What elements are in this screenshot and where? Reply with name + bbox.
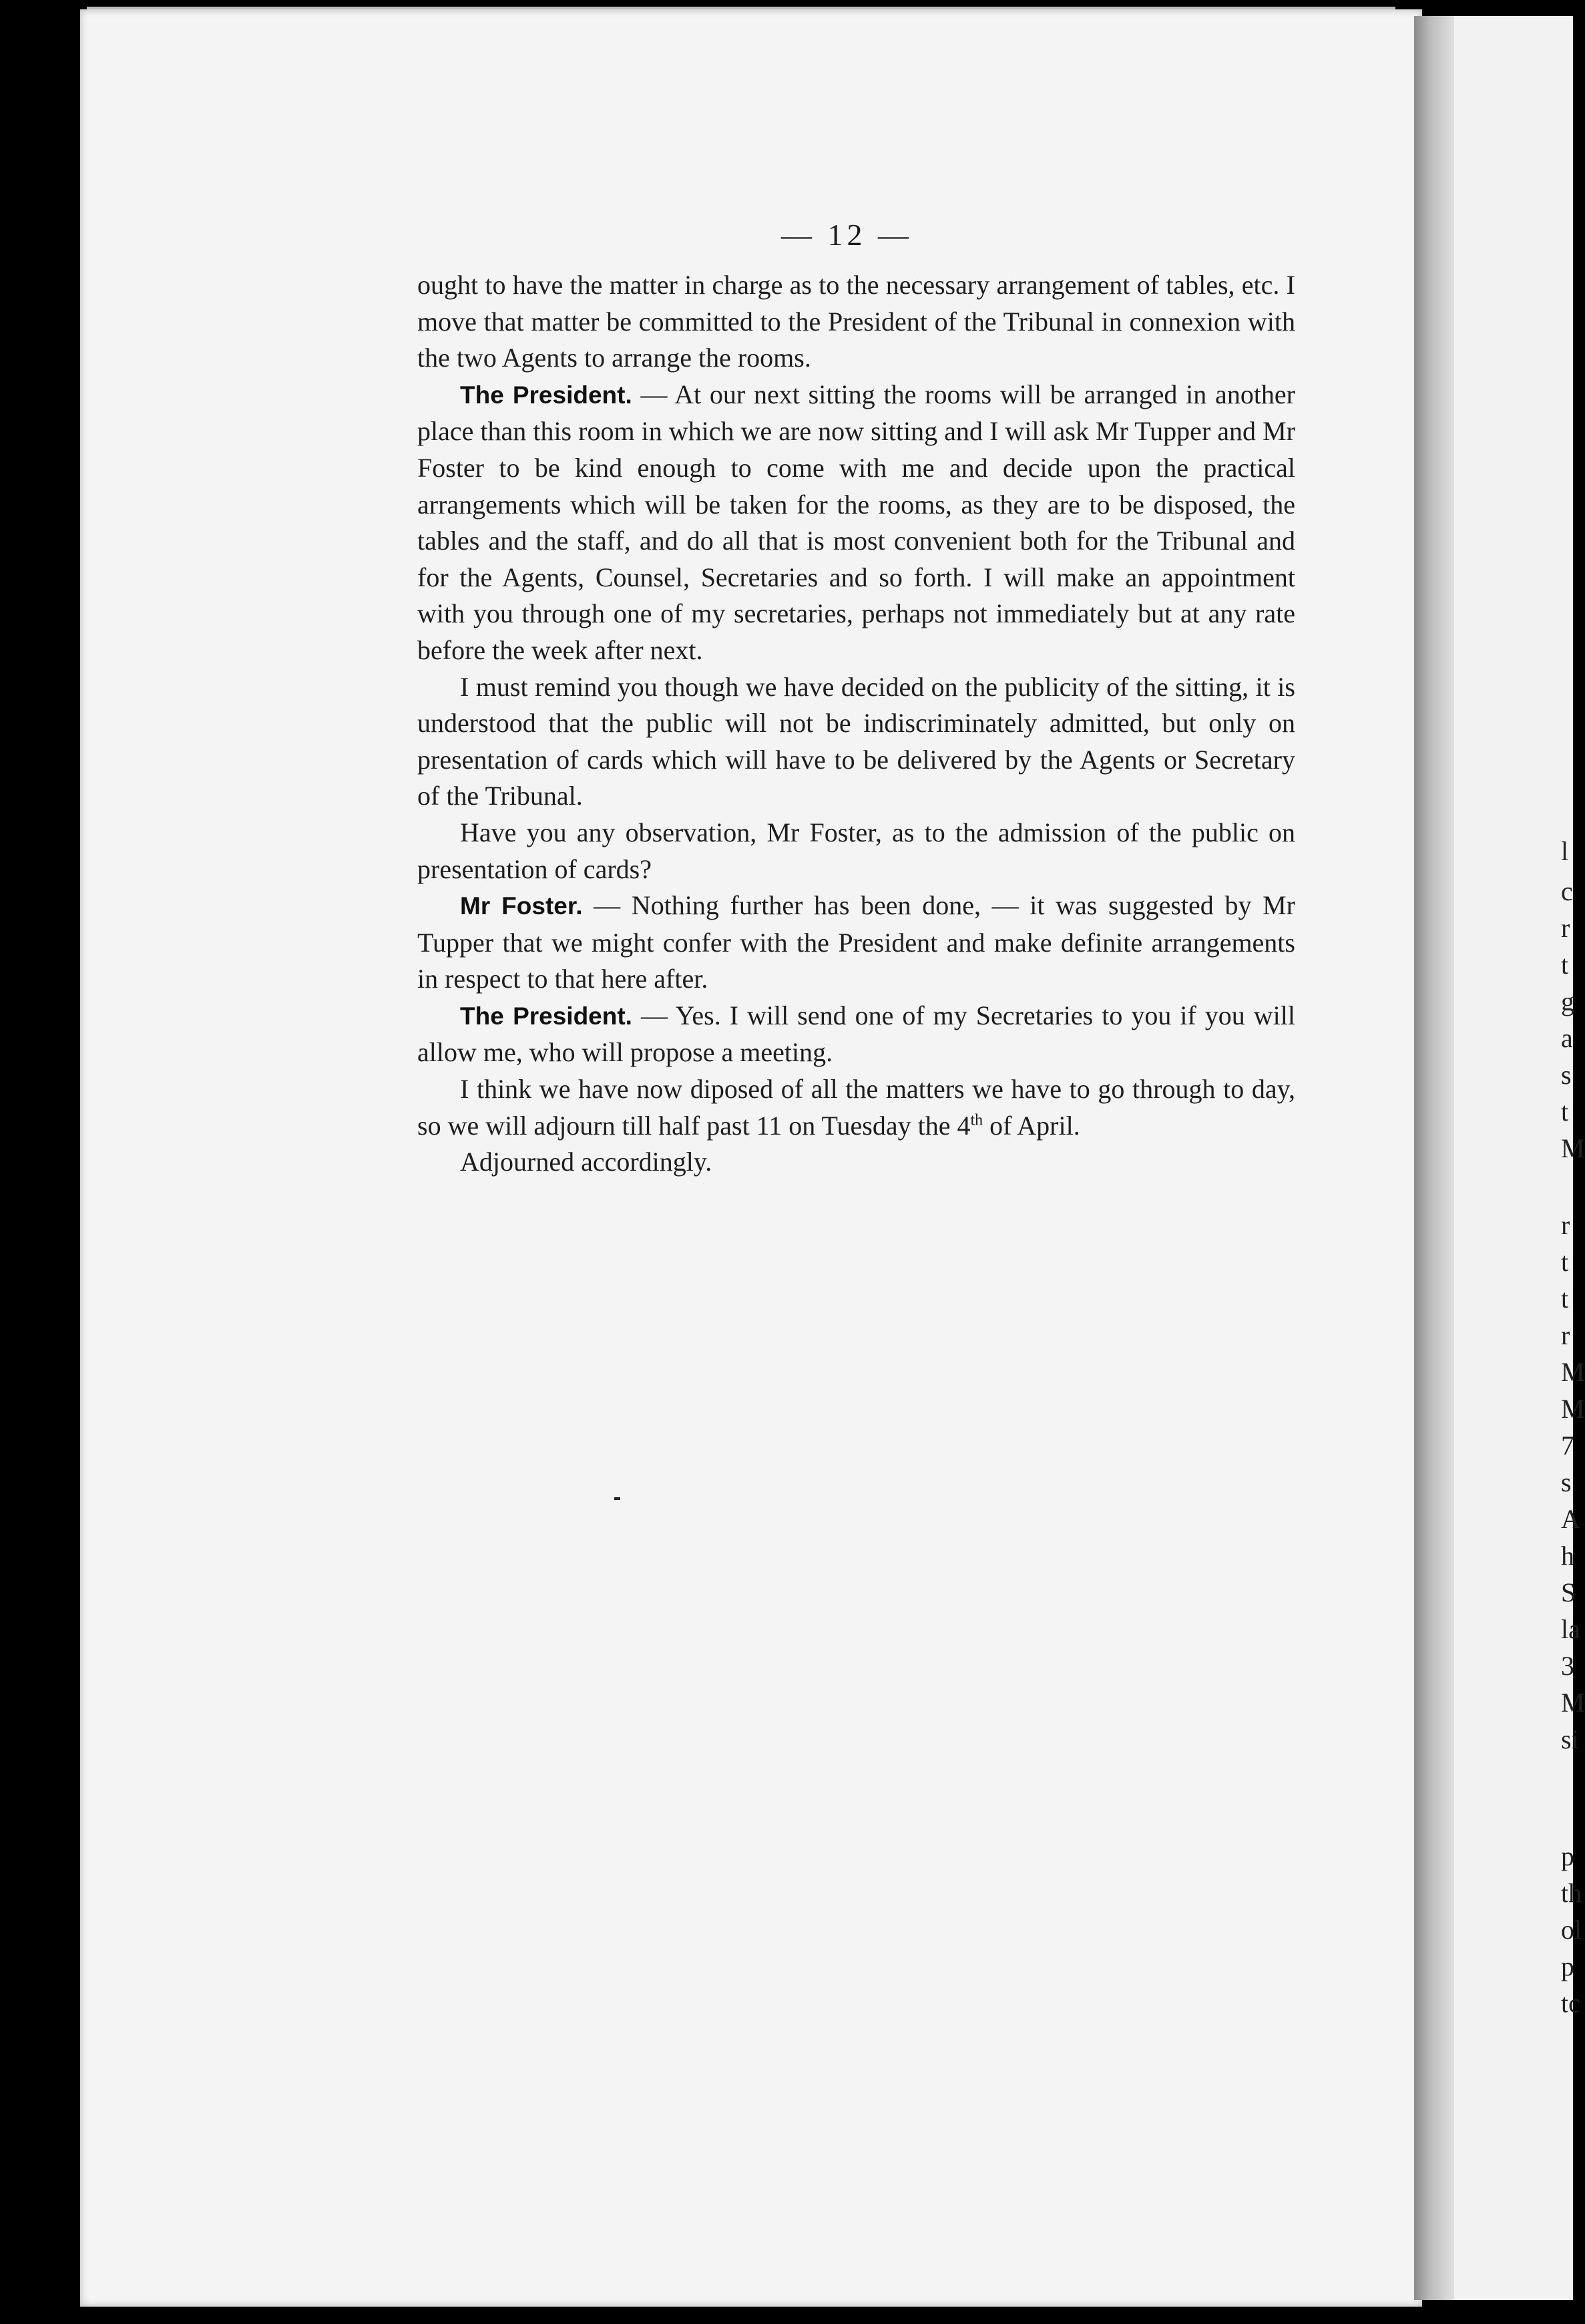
- page-number: — 12 —: [781, 218, 913, 252]
- ink-speck: [614, 1497, 620, 1500]
- adjacent-page-glyph: th: [1561, 1878, 1582, 1908]
- paragraph: [417, 377, 1295, 669]
- ordinal-suffix: th: [970, 1111, 983, 1129]
- adjacent-page-glyph: M: [1561, 1688, 1585, 1718]
- paragraph-text: ought to have the matter in charge as to the necessary arrangement of tables, etc. I move that matter be committed to the President of the Tribunal in connexion with the two Agents to arrange the rooms.: [417, 270, 1295, 373]
- adjacent-page-glyph: M: [1561, 1357, 1585, 1387]
- adjacent-page-glyph: r: [1561, 1210, 1570, 1240]
- adjacent-page-glyph: l: [1561, 836, 1569, 866]
- adjacent-page-glyph: M: [1561, 1394, 1585, 1424]
- paragraph: [417, 1144, 1295, 1181]
- adjacent-page-glyph: 7: [1561, 1430, 1574, 1461]
- adjacent-page-glyph: r: [1561, 1320, 1570, 1350]
- adjacent-page-glyph: t: [1561, 1247, 1569, 1277]
- adjacent-page-glyph: a: [1561, 1023, 1573, 1053]
- adjacent-page-glyph: r: [1561, 913, 1570, 943]
- paragraph-text: I think we have now diposed of all the matters we have to go through to day, so we will adjourn till half past 11 on Tuesday the 4: [417, 1074, 1295, 1141]
- adjacent-page-glyph: la: [1561, 1614, 1580, 1644]
- binding-fold-shadow: [1414, 16, 1454, 2300]
- paragraph-text: — Yes. I will send one of my Secretaries to you if you will allow me, who will propose a meeting.: [417, 1000, 1296, 1068]
- adjacent-page-glyph: A: [1561, 1504, 1580, 1534]
- paragraph-text: — At our next sitting the rooms will be arranged in another place than this room in which we are now sitting and I will ask Mr Tupper and Mr Foster to be kind enough to come with me and decide upon the practical arrangements which will be taken for the rooms, as they are to be disposed, the tables and the staff, and do all that is most convenient both for the Tribunal and for the Agents, Counsel, Secretaries and so forth. I will make an appointment with you through one of my secretaries, perhaps not immediately but at any rate before the week after next.: [417, 379, 1296, 665]
- adjacent-page-glyph: M: [1561, 1133, 1585, 1163]
- adjacent-page-glyph: p: [1561, 1841, 1574, 1871]
- adjacent-page-glyph: s: [1561, 1060, 1572, 1090]
- paragraph-text: Adjourned accordingly.: [460, 1147, 712, 1177]
- adjacent-page-glyph: h: [1561, 1541, 1574, 1571]
- adjacent-page-glyph: t: [1561, 950, 1569, 980]
- paragraph: [417, 998, 1295, 1071]
- adjacent-page-glyph: g: [1561, 986, 1574, 1016]
- adjacent-page-glyph: p: [1561, 1951, 1574, 1981]
- page-body: [417, 267, 1295, 1181]
- paragraph-text: — Nothing further has been done, — it was suggested by Mr Tupper that we might confer with the President and make definite arrangements in respect to that here after.: [417, 890, 1295, 994]
- paragraph: [417, 669, 1295, 815]
- speaker-label: The President.: [460, 381, 632, 409]
- speaker-label: The President.: [460, 1002, 632, 1030]
- paragraph: [417, 888, 1295, 998]
- paragraph: [417, 1071, 1295, 1144]
- paragraph-text: Have you any observation, Mr Foster, as to the admission of the public on presentation of cards?: [417, 817, 1295, 884]
- adjacent-page-edge: [1454, 16, 1573, 2300]
- paragraph: [417, 815, 1295, 888]
- speaker-label: Mr Foster.: [460, 892, 583, 920]
- adjacent-page-glyph: s: [1561, 1467, 1572, 1497]
- paragraph-text: of April.: [983, 1110, 1080, 1141]
- paragraph-text: I must remind you though we have decided on the publicity of the sitting, it is understood that the public will not be indiscriminately admitted, but only on presentation of cards which will have to be delivered by the Agents or Secretary of the Tribunal.: [417, 671, 1295, 811]
- adjacent-page-glyph: c: [1561, 876, 1573, 906]
- adjacent-page-glyph: t: [1561, 1097, 1569, 1127]
- adjacent-page-glyph: si: [1561, 1724, 1579, 1754]
- adjacent-page-glyph: tc: [1561, 1988, 1580, 2018]
- adjacent-page-glyph: t: [1561, 1284, 1569, 1314]
- adjacent-page-glyph: S: [1561, 1577, 1576, 1607]
- adjacent-page-glyph: ol: [1561, 1915, 1582, 1945]
- paragraph: [417, 267, 1295, 377]
- adjacent-page-glyph: 3: [1561, 1651, 1574, 1681]
